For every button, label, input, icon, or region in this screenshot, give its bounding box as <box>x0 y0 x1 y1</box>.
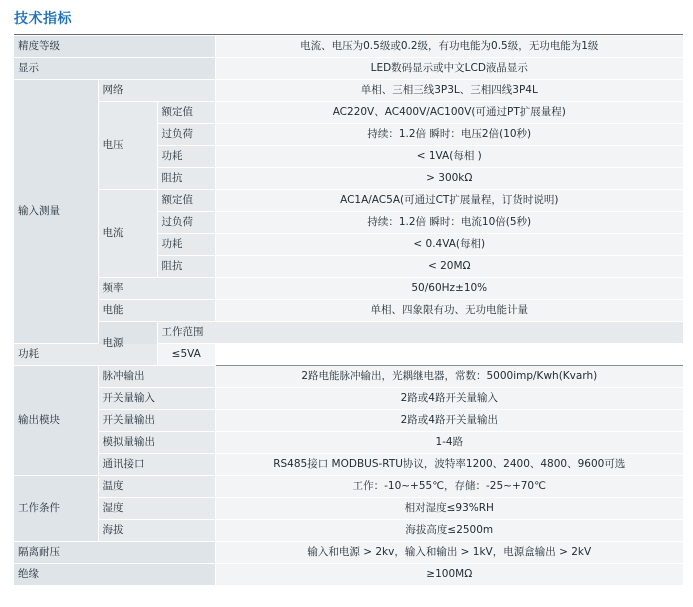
row-value: AC1A/AC5A(可通过CT扩展量程，订货时说明) <box>215 190 683 212</box>
row-label: 湿度 <box>98 498 215 520</box>
row-value: 电流、电压为0.5级或0.2级，有功电能为0.5级，无功电能为1级 <box>215 36 683 58</box>
table-row <box>14 476 683 498</box>
row-label: 显示 <box>14 58 215 80</box>
row-value: 相对湿度≤93%RH <box>215 498 683 520</box>
table-row <box>14 300 683 322</box>
row-value: > 300kΩ <box>215 168 683 190</box>
row-label: 脉冲输出 <box>98 366 215 388</box>
row-value: 50/60Hz±10% <box>215 278 683 300</box>
row-label: 功耗 <box>157 146 215 168</box>
row-label: 功耗 <box>14 344 157 366</box>
table-row <box>14 520 683 542</box>
table-row <box>14 190 683 212</box>
table-row <box>14 278 683 300</box>
row-label: 过负荷 <box>157 124 215 146</box>
row-value: 2路或4路开关量输出 <box>215 410 683 432</box>
table-row <box>14 366 683 388</box>
row-value: < 0.4VA(每相) <box>215 234 683 256</box>
group-label-input: 输入测量 <box>14 80 98 344</box>
subgroup-label-voltage: 电压 <box>98 102 157 190</box>
row-value: 输入和电源 > 2kv，输入和输出 > 1kV，电源盒输出 > 2kV <box>215 542 683 564</box>
row-label: 网络 <box>98 80 215 102</box>
subgroup-label-current: 电流 <box>98 190 157 278</box>
row-value: 持续：1.2倍 瞬时：电压2倍(10秒) <box>215 124 683 146</box>
row-value: ≥100MΩ <box>215 564 683 586</box>
row-value: 1-4路 <box>215 432 683 454</box>
row-label: 工作范围 <box>157 322 683 344</box>
row-value: 海拔高度≤2500m <box>215 520 683 542</box>
row-value: < 1VA(每相 ) <box>215 146 683 168</box>
row-value: RS485接口 MODBUS-RTU协议，波特率1200、2400、4800、9600可选 <box>215 454 683 476</box>
row-label: 电能 <box>98 300 215 322</box>
row-label: 精度等级 <box>14 36 215 58</box>
row-label: 隔离耐压 <box>14 542 215 564</box>
row-value: 单相、三相三线3P3L、三相四线3P4L <box>215 80 683 102</box>
row-value: ≤5VA <box>157 344 215 366</box>
page-title: 技术指标 <box>14 11 72 27</box>
row-label: 模拟量输出 <box>98 432 215 454</box>
table-row <box>14 410 683 432</box>
row-label: 绝缘 <box>14 564 215 586</box>
table-row <box>14 102 683 124</box>
row-label: 温度 <box>98 476 215 498</box>
row-label: 阻抗 <box>157 256 215 278</box>
row-value: LED数码显示或中文LCD液晶显示 <box>215 58 683 80</box>
table-row <box>14 322 683 344</box>
table-row <box>14 564 683 586</box>
row-label: 额定值 <box>157 102 215 124</box>
row-label: 过负荷 <box>157 212 215 234</box>
row-label: 开关量输出 <box>98 410 215 432</box>
table-row <box>14 498 683 520</box>
row-label: 功耗 <box>157 234 215 256</box>
row-value: < 20MΩ <box>215 256 683 278</box>
table-row <box>14 36 683 58</box>
row-value: 2路电能脉冲输出，光耦继电器，常数：5000imp/Kwh(Kvarh) <box>215 366 683 388</box>
title-divider <box>14 34 683 35</box>
row-label: 额定值 <box>157 190 215 212</box>
group-label-output: 输出模块 <box>14 366 98 476</box>
row-value: 持续：1.2倍 瞬时：电流10倍(5秒) <box>215 212 683 234</box>
spec-table <box>14 36 683 586</box>
group-label-conditions: 工作条件 <box>14 476 98 542</box>
row-value: AC220V、AC400V/AC100V(可通过PT扩展量程) <box>215 102 683 124</box>
table-row <box>14 432 683 454</box>
row-label: 开关量输入 <box>98 388 215 410</box>
table-row <box>14 542 683 564</box>
row-value: 工作：-10~+55℃，存储：-25~+70℃ <box>215 476 683 498</box>
row-label: 频率 <box>98 278 215 300</box>
group-label-power: 电源 <box>98 322 157 366</box>
row-value: 2路或4路开关量输入 <box>215 388 683 410</box>
row-label: 阻抗 <box>157 168 215 190</box>
table-row <box>14 454 683 476</box>
row-value: 单相、四象限有功、无功电能计量 <box>215 300 683 322</box>
table-row <box>14 58 683 80</box>
row-label: 海拔 <box>98 520 215 542</box>
table-row <box>14 80 683 102</box>
row-label: 通讯接口 <box>98 454 215 476</box>
table-row <box>14 388 683 410</box>
